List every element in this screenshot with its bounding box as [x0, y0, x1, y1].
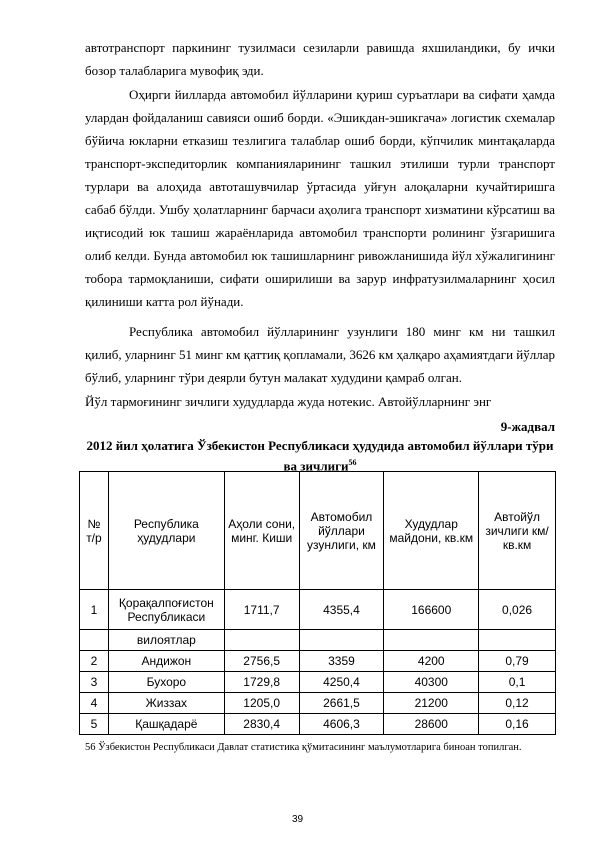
cell-region: Қашқадарё: [108, 714, 224, 735]
cell-density: [479, 630, 556, 651]
cell-area: 40300: [384, 672, 479, 693]
cell-area: 4200: [384, 651, 479, 672]
table-row: [80, 714, 556, 735]
cell-density: 0,1: [479, 672, 556, 693]
table-title: [85, 437, 555, 474]
cell-num: 4: [80, 693, 109, 714]
table-row: [80, 590, 556, 630]
footnote: 56 Ўзбекистон Республикаси Давлат статистика қўмитасининг маълумотларига биноан топилган.: [85, 742, 522, 753]
table-number: 9-жадвал: [500, 419, 555, 434]
cell-region: вилоятлар: [108, 630, 224, 651]
cell-num: 3: [80, 672, 109, 693]
cell-region: Қорақалпоғистон Республикаси: [108, 590, 224, 630]
header-area: Худудлар майдони, кв.км: [384, 472, 479, 590]
header-length: Автомобил йўллари узунлиги, км: [299, 472, 384, 590]
cell-density: 0,16: [479, 714, 556, 735]
roads-table: [79, 471, 556, 735]
table-header-row: [80, 472, 556, 590]
cell-num: 1: [80, 590, 109, 630]
table-row: [80, 672, 556, 693]
paragraph-2: Оҳирги йилларда автомобил йўлларини қуриш суръатлари ва сифати ҳамда улардан фойдаланиш савияси ошиб борди. «Эшикдан-эшикгача» логистик схемалар бўйича юкларни етказиш тезлигига талаблар ошиб борди, кўпчилик минтақаларда транспорт-экспедиторлик компанияларининг ташкил этилиши турли транспорт турлари ва алоҳида автоташувчилар ўртасида уйғун алоқаларни кучайтиришга сабаб бўлди. Ушбу ҳолатларнинг барчаси аҳолига транспорт хизматини кўрсатиш ва иқтисодий юк ташиш жараёнларида автомобил транспорти ролининг ўзгаришига олиб келди. Бунда автомобил юк ташишларнинг ривожланишида йўл хўжалигининг тобора тармоқланиши, сифати оширилиши ва зарур инфратузилмаларнинг ҳосил қилиниши катта рол йўнади.: [85, 87, 555, 309]
page-number: 39: [291, 814, 304, 825]
cell-length: 3359: [299, 651, 384, 672]
cell-area: 28600: [384, 714, 479, 735]
header-region: Республика ҳудудлари: [108, 472, 224, 590]
cell-length: [299, 630, 384, 651]
footnote-reference: 56: [348, 458, 357, 467]
cell-population: [224, 630, 299, 651]
table-title-text: 2012 йил ҳолатига Ўзбекистон Республикаси ҳудудида автомобил йўллари тўри ва зичлиги: [86, 438, 554, 474]
cell-area: [384, 630, 479, 651]
cell-length: 4250,4: [299, 672, 384, 693]
table-row: [80, 630, 556, 651]
table-row: [80, 651, 556, 672]
cell-population: 2756,5: [224, 651, 299, 672]
cell-population: 1729,8: [224, 672, 299, 693]
cell-area: 21200: [384, 693, 479, 714]
cell-length: 2661,5: [299, 693, 384, 714]
cell-num: 2: [80, 651, 109, 672]
cell-region: Жиззах: [108, 693, 224, 714]
cell-population: 2830,4: [224, 714, 299, 735]
cell-region: Бухоро: [108, 672, 224, 693]
cell-length: 4355,4: [299, 590, 384, 630]
header-num: № т/р: [80, 472, 109, 590]
cell-num: 5: [80, 714, 109, 735]
cell-density: 0,79: [479, 651, 556, 672]
paragraph-1: автотранспорт паркининг тузилмаси сезиларли равишда яхшиландики, бу ички бозор талабларига мувофиқ эди.: [85, 40, 555, 78]
cell-population: 1711,7: [224, 590, 299, 630]
cell-area: 166600: [384, 590, 479, 630]
header-density: Автойўл зичлиги км/кв.км: [479, 472, 556, 590]
cell-population: 1205,0: [224, 693, 299, 714]
cell-num: [80, 630, 109, 651]
cell-density: 0,026: [479, 590, 556, 630]
paragraph-4: Йўл тармоғининг зичлиги худудларда жуда нотекис. Автойўлларнинг энг: [85, 394, 492, 409]
paragraph-3: Республика автомобил йўлларининг узунлиги 180 минг км ни ташкил қилиб, уларнинг 51 минг км қаттиқ қопламали, 3626 км ҳалқаро аҳамиятдаги йўллар бўлиб, уларнинг тўри деярли бутун малакат худудини қамраб олган.: [85, 324, 555, 385]
cell-region: Андижон: [108, 651, 224, 672]
header-population: Аҳоли сони, минг. Киши: [224, 472, 299, 590]
table-row: [80, 693, 556, 714]
cell-length: 4606,3: [299, 714, 384, 735]
cell-density: 0,12: [479, 693, 556, 714]
